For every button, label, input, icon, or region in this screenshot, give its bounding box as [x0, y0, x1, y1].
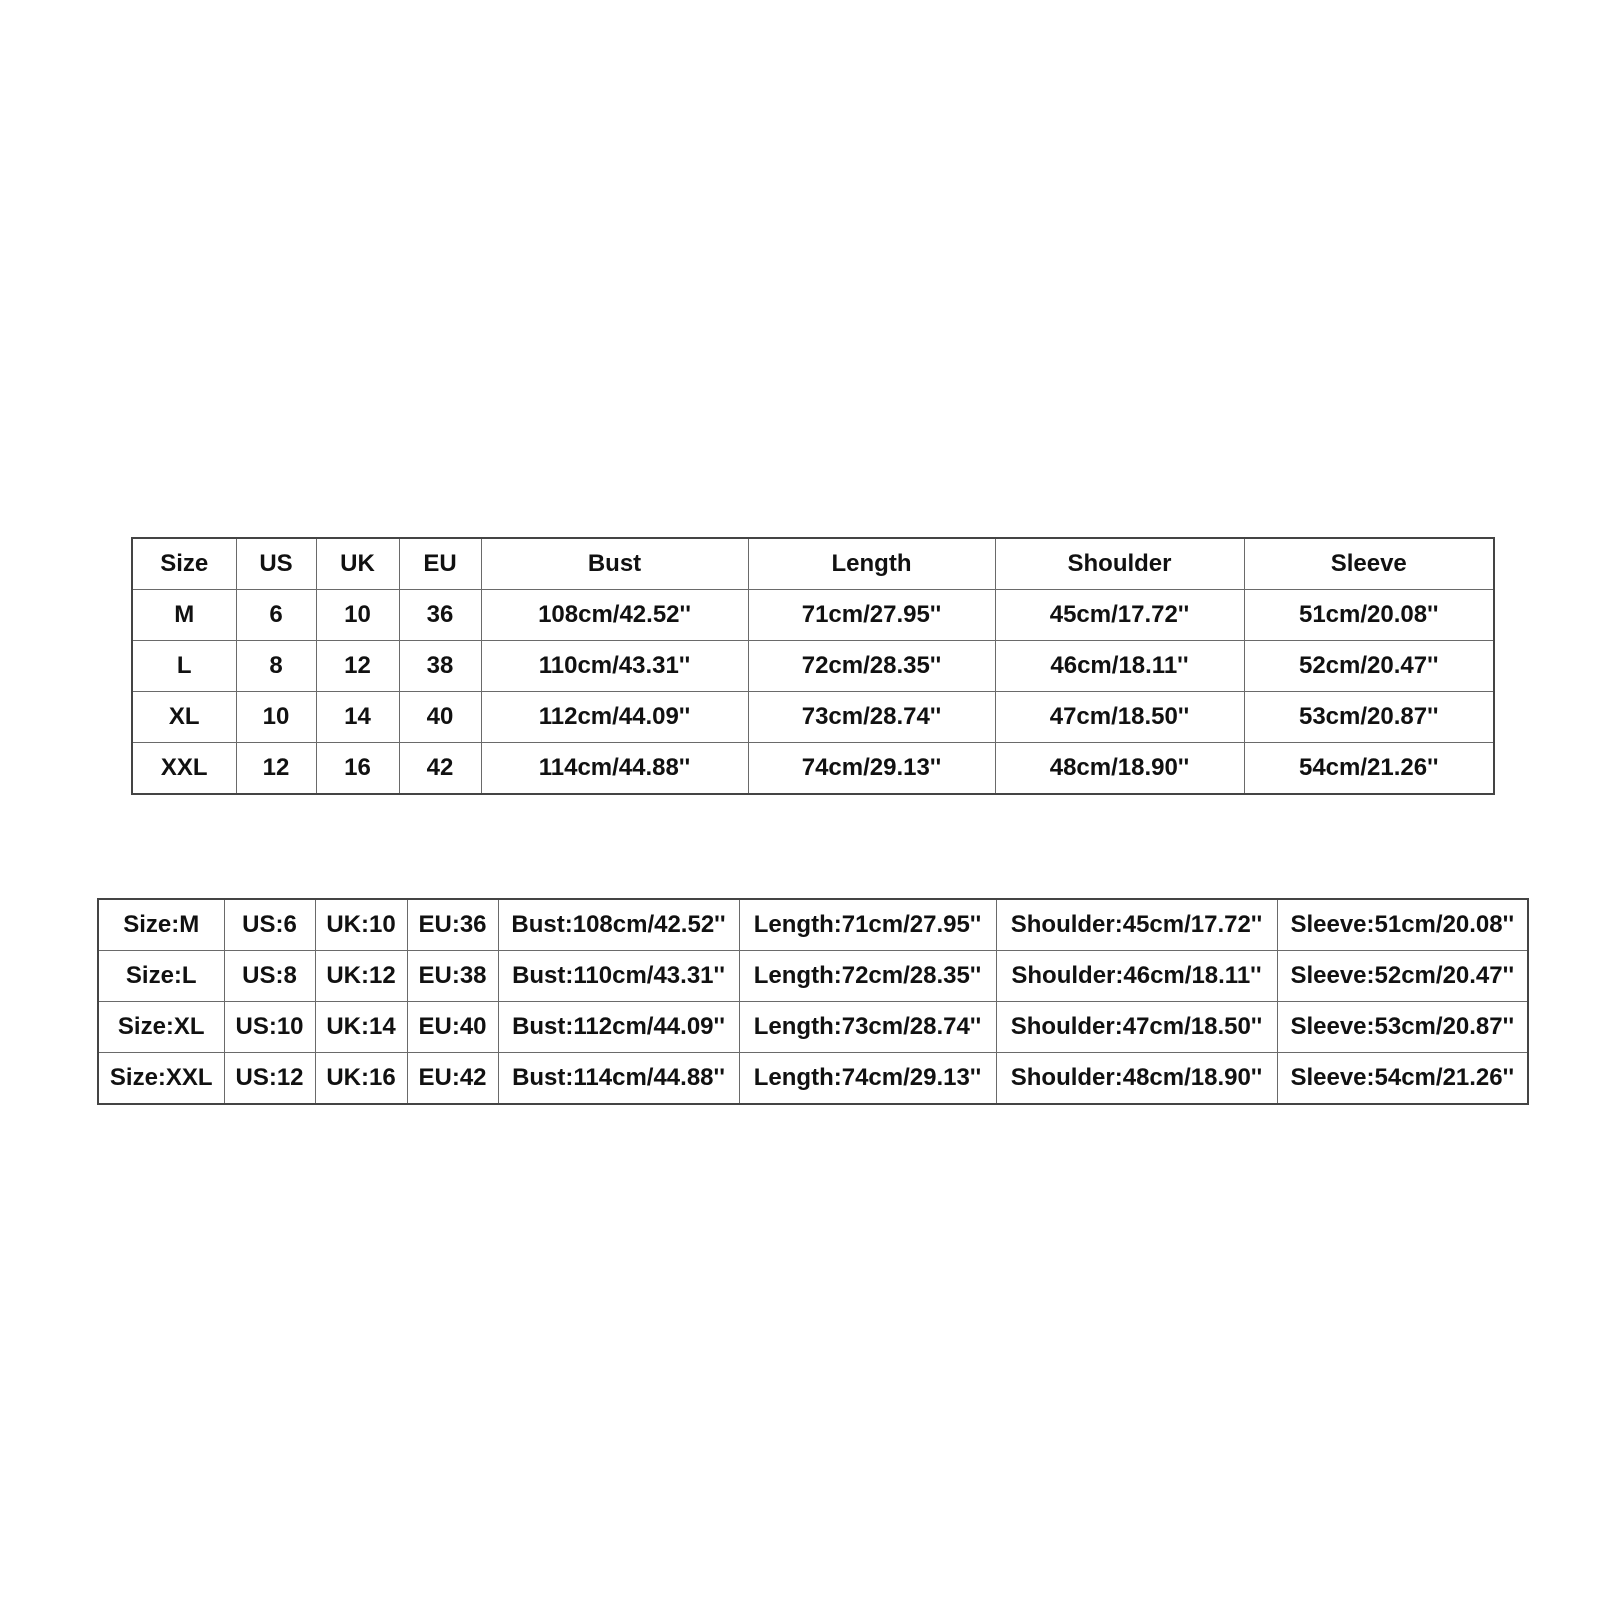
table-row [98, 1002, 1528, 1053]
table-cell: US:10 [224, 1002, 315, 1053]
table-cell: 112cm/44.09'' [481, 692, 748, 743]
table-cell: UK:10 [315, 899, 407, 951]
table-cell: UK:12 [315, 951, 407, 1002]
table-cell: 36 [399, 590, 481, 641]
labeled-size-chart-table [97, 898, 1529, 1105]
size-chart-table [131, 537, 1495, 795]
header-row [132, 538, 1494, 590]
table-cell: 52cm/20.47'' [1244, 641, 1494, 692]
table-cell: Length:74cm/29.13'' [739, 1053, 996, 1105]
table-cell: Shoulder:48cm/18.90'' [996, 1053, 1277, 1105]
table-cell: Bust:112cm/44.09'' [498, 1002, 739, 1053]
table-row [132, 590, 1494, 641]
table-cell: 12 [316, 641, 399, 692]
table-cell: XL [132, 692, 236, 743]
table-cell: M [132, 590, 236, 641]
table-row [98, 951, 1528, 1002]
table-cell: Length:71cm/27.95'' [739, 899, 996, 951]
header-cell: US [236, 538, 316, 590]
table-cell: 74cm/29.13'' [748, 743, 995, 795]
table-cell: 45cm/17.72'' [995, 590, 1244, 641]
header-cell: Size [132, 538, 236, 590]
table-cell: 73cm/28.74'' [748, 692, 995, 743]
table-cell: 6 [236, 590, 316, 641]
table-row [98, 1053, 1528, 1105]
table-cell: UK:16 [315, 1053, 407, 1105]
table-cell: UK:14 [315, 1002, 407, 1053]
table-cell: 51cm/20.08'' [1244, 590, 1494, 641]
table-cell: 110cm/43.31'' [481, 641, 748, 692]
table-cell: 108cm/42.52'' [481, 590, 748, 641]
table-cell: Sleeve:54cm/21.26'' [1277, 1053, 1528, 1105]
table-cell: Length:72cm/28.35'' [739, 951, 996, 1002]
table-cell: Size:L [98, 951, 224, 1002]
table-cell: Bust:114cm/44.88'' [498, 1053, 739, 1105]
table-cell: 16 [316, 743, 399, 795]
table-cell: Sleeve:51cm/20.08'' [1277, 899, 1528, 951]
table-cell: Shoulder:47cm/18.50'' [996, 1002, 1277, 1053]
table-cell: US:12 [224, 1053, 315, 1105]
table-cell: 47cm/18.50'' [995, 692, 1244, 743]
table-cell: 40 [399, 692, 481, 743]
header-cell: Sleeve [1244, 538, 1494, 590]
table-cell: 10 [316, 590, 399, 641]
table-cell: 38 [399, 641, 481, 692]
table-cell: 10 [236, 692, 316, 743]
table-cell: EU:42 [407, 1053, 498, 1105]
table-cell: 72cm/28.35'' [748, 641, 995, 692]
table-cell: Bust:108cm/42.52'' [498, 899, 739, 951]
table-row [98, 899, 1528, 951]
table-row [132, 743, 1494, 795]
table-row [132, 692, 1494, 743]
table-cell: US:8 [224, 951, 315, 1002]
table-cell: 53cm/20.87'' [1244, 692, 1494, 743]
header-cell: Shoulder [995, 538, 1244, 590]
table-cell: Sleeve:52cm/20.47'' [1277, 951, 1528, 1002]
header-cell: Bust [481, 538, 748, 590]
table-cell: 114cm/44.88'' [481, 743, 748, 795]
table-cell: 42 [399, 743, 481, 795]
table-cell: 8 [236, 641, 316, 692]
table-cell: Shoulder:45cm/17.72'' [996, 899, 1277, 951]
table-cell: 71cm/27.95'' [748, 590, 995, 641]
table-cell: EU:36 [407, 899, 498, 951]
table-cell: EU:40 [407, 1002, 498, 1053]
table-cell: Size:M [98, 899, 224, 951]
header-cell: Length [748, 538, 995, 590]
header-cell: EU [399, 538, 481, 590]
table-cell: Sleeve:53cm/20.87'' [1277, 1002, 1528, 1053]
table-cell: Size:XL [98, 1002, 224, 1053]
table-cell: 54cm/21.26'' [1244, 743, 1494, 795]
table-cell: EU:38 [407, 951, 498, 1002]
table-row [132, 641, 1494, 692]
header-cell: UK [316, 538, 399, 590]
table-cell: 12 [236, 743, 316, 795]
table-cell: L [132, 641, 236, 692]
table-cell: 46cm/18.11'' [995, 641, 1244, 692]
table-cell: Shoulder:46cm/18.11'' [996, 951, 1277, 1002]
table-cell: Size:XXL [98, 1053, 224, 1105]
table-cell: US:6 [224, 899, 315, 951]
table-cell: Bust:110cm/43.31'' [498, 951, 739, 1002]
table-cell: XXL [132, 743, 236, 795]
table-cell: 48cm/18.90'' [995, 743, 1244, 795]
table-cell: Length:73cm/28.74'' [739, 1002, 996, 1053]
table-cell: 14 [316, 692, 399, 743]
